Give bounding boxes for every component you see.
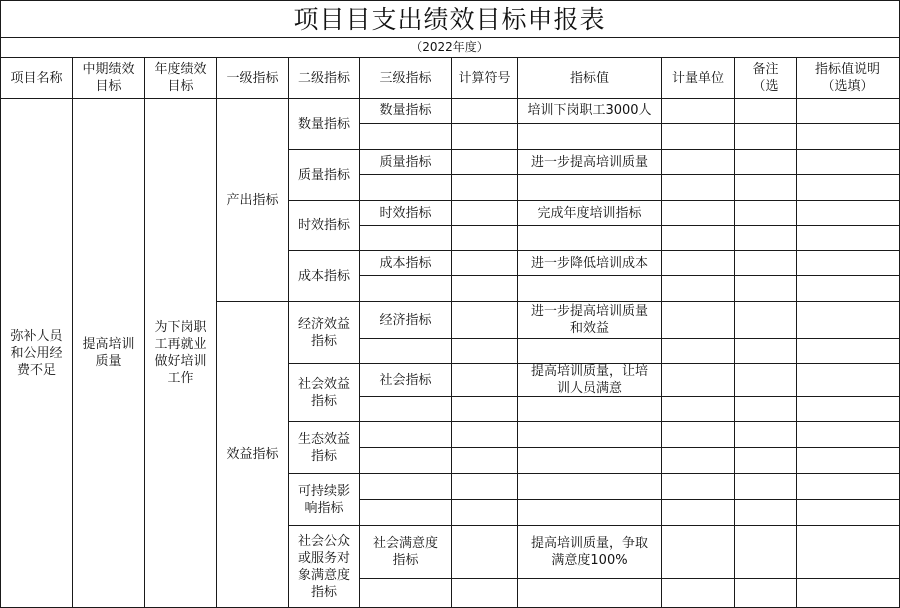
header-indicator-value: 指标值 xyxy=(569,70,609,86)
grid-line xyxy=(359,447,900,448)
mid-goal-cell: 提高培训 质量 xyxy=(82,337,135,369)
header-level1: 一级指标 xyxy=(226,70,279,86)
level3-cell: 数量指标 xyxy=(379,103,432,118)
level2-sustainable-cell: 可持续影 响指标 xyxy=(297,483,350,516)
header-value-description: 指标值说明 （选填） xyxy=(814,62,880,94)
header-level2: 二级指标 xyxy=(297,70,350,86)
grid-line xyxy=(359,338,900,339)
indicator-value-cell: 进一步降低培训成本 xyxy=(530,255,648,271)
level3-cell: 社会指标 xyxy=(379,372,432,388)
grid-line xyxy=(359,396,900,397)
grid-line xyxy=(359,123,900,124)
level3-cell: 成本指标 xyxy=(379,255,432,271)
grid-line xyxy=(288,473,900,474)
form-title: 项目目支出绩效目标申报表 xyxy=(293,4,606,34)
header-annual-goal: 年度绩效 目标 xyxy=(154,62,207,94)
indicator-value-cell: 培训下岗职工3000人 xyxy=(527,103,652,118)
level2-satisfaction-cell: 社会公众 或服务对 象满意度 指标 xyxy=(297,533,350,600)
indicator-value-cell: 进一步提高培训质量 和效益 xyxy=(530,304,648,336)
level3-cell: 经济指标 xyxy=(379,312,432,328)
grid-line xyxy=(359,225,900,226)
level3-cell: 社会满意度 指标 xyxy=(372,536,438,568)
header-mid-goal: 中期绩效 目标 xyxy=(82,62,135,94)
project-name-cell: 弥补人员 和公用经 费不足 xyxy=(10,328,63,378)
level2-timeliness-cell: 时效指标 xyxy=(297,218,350,233)
level2-social-cell: 社会效益 指标 xyxy=(297,376,350,409)
header-level3: 三级指标 xyxy=(379,70,432,86)
indicator-value-cell: 提高培训质量，争取 满意度100% xyxy=(530,536,648,568)
header-project-name: 项目名称 xyxy=(10,70,63,86)
grid-line xyxy=(359,275,900,276)
header-operator: 计算符号 xyxy=(458,70,511,86)
level1-output-cell: 产出指标 xyxy=(226,192,279,208)
level3-cell: 质量指标 xyxy=(379,154,432,170)
level2-cost-cell: 成本指标 xyxy=(297,268,350,284)
indicator-value-cell: 完成年度培训指标 xyxy=(537,205,642,221)
level3-cell: 时效指标 xyxy=(379,205,432,221)
level2-ecological-cell: 生态效益 指标 xyxy=(297,431,350,464)
grid-line xyxy=(359,174,900,175)
level2-quantity-cell: 数量指标 xyxy=(297,116,350,132)
indicator-value-cell: 进一步提高培训质量 xyxy=(530,154,648,170)
indicator-value-cell: 提高培训质量，让培 训人员满意 xyxy=(530,364,648,396)
grid-line xyxy=(359,578,900,579)
level1-benefit-cell: 效益指标 xyxy=(226,447,279,462)
annual-goal-cell: 为下岗职 工再就业 做好培训 工作 xyxy=(154,320,207,386)
grid-line xyxy=(359,499,900,500)
level2-quality-cell: 质量指标 xyxy=(297,167,350,183)
header-unit: 计量单位 xyxy=(671,70,724,86)
header-remark: 备注 （选 xyxy=(752,62,779,94)
form-year: （2022年度） xyxy=(410,40,489,54)
grid-line xyxy=(288,421,900,422)
level2-economic-cell: 经济效益 指标 xyxy=(297,316,350,349)
